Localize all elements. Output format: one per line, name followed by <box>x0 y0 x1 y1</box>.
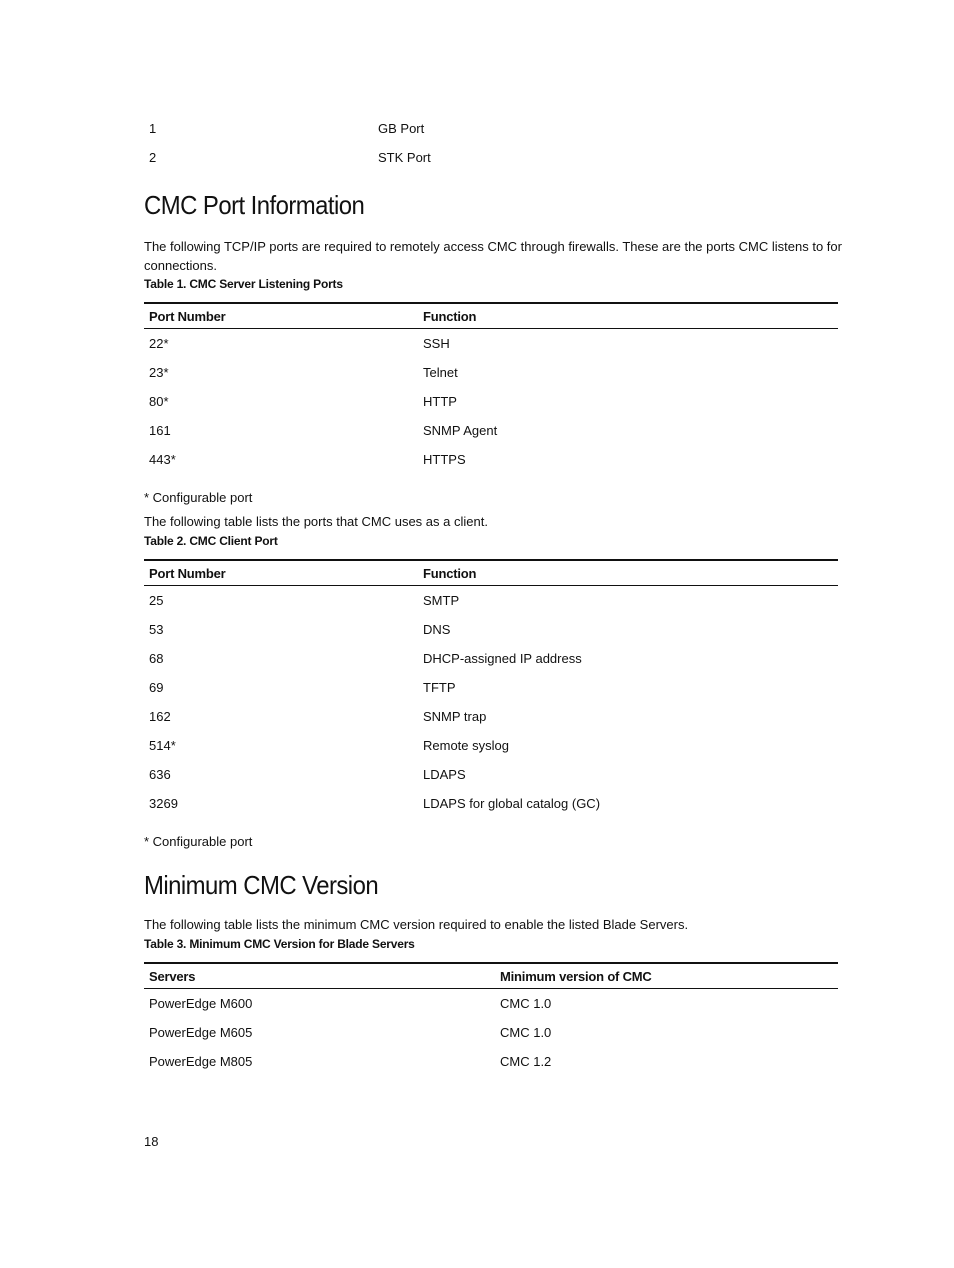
column-header-servers: Servers <box>144 963 495 989</box>
table-row <box>144 615 838 644</box>
table-row <box>144 702 838 731</box>
port-cell: 443* <box>149 452 176 467</box>
section-intro-paragraph: The following TCP/IP ports are required to remotely access CMC through firewalls. These are the ports CMC listens to for connections. <box>144 239 842 273</box>
port-cell: 514* <box>149 738 176 753</box>
function-cell: SNMP trap <box>423 709 487 724</box>
table-row <box>144 644 838 673</box>
table-row <box>144 1018 838 1047</box>
footnote: * Configurable port <box>144 834 253 849</box>
port-cell: 68 <box>149 651 164 666</box>
function-cell: Telnet <box>423 365 458 380</box>
list-item-number: 2 <box>149 150 157 165</box>
list-item-label: STK Port <box>378 150 431 165</box>
client-intro-paragraph: The following table lists the ports that CMC uses as a client. <box>144 514 488 529</box>
server-cell: PowerEdge M605 <box>149 1025 253 1040</box>
table-header-row <box>144 303 838 329</box>
port-cell: 636 <box>149 767 171 782</box>
function-cell: HTTP <box>423 394 457 409</box>
table-row <box>144 358 838 387</box>
column-header-port-number: Port Number <box>144 560 418 586</box>
column-header-port-number: Port Number <box>144 303 418 329</box>
server-cell: PowerEdge M600 <box>149 996 253 1011</box>
section-intro-paragraph: The following table lists the minimum CMC version required to enable the listed Blade Servers. <box>144 917 689 932</box>
port-cell: 22* <box>149 336 169 351</box>
port-cell: 3269 <box>149 796 178 811</box>
version-cell: CMC 1.0 <box>500 996 552 1011</box>
table-row <box>144 586 838 616</box>
function-cell: Remote syslog <box>423 738 509 753</box>
function-cell: DNS <box>423 622 451 637</box>
table-row <box>144 760 838 789</box>
port-cell: 162 <box>149 709 171 724</box>
server-listening-ports-table <box>144 302 838 474</box>
function-cell: SSH <box>423 336 450 351</box>
function-cell: TFTP <box>423 680 456 695</box>
table-row <box>144 731 838 760</box>
table-row <box>144 445 838 474</box>
table-row <box>144 673 838 702</box>
function-cell: LDAPS for global catalog (GC) <box>423 796 601 811</box>
table-row <box>144 1047 838 1076</box>
function-cell: SMTP <box>423 593 460 608</box>
table-header-row <box>144 963 838 989</box>
section-heading-minimum-cmc-version: Minimum CMC Version <box>144 870 379 900</box>
server-cell: PowerEdge M805 <box>149 1054 253 1069</box>
page-number: 18 <box>144 1134 159 1149</box>
table-caption: Table 2. CMC Client Port <box>144 534 278 548</box>
table-caption: Table 3. Minimum CMC Version for Blade Servers <box>144 937 415 951</box>
minimum-cmc-version-table <box>144 962 838 1076</box>
port-cell: 25 <box>149 593 164 608</box>
version-cell: CMC 1.2 <box>500 1054 552 1069</box>
port-cell: 161 <box>149 423 171 438</box>
footnote: * Configurable port <box>144 490 253 505</box>
table-row <box>144 416 838 445</box>
table-row <box>144 789 838 818</box>
table-row <box>144 989 838 1019</box>
column-header-function: Function <box>418 303 838 329</box>
function-cell: SNMP Agent <box>423 423 498 438</box>
table-row <box>144 329 838 359</box>
section-heading-cmc-port-information: CMC Port Information <box>144 190 365 220</box>
table-caption: Table 1. CMC Server Listening Ports <box>144 277 343 291</box>
table-header-row <box>144 560 838 586</box>
list-item-label: GB Port <box>378 121 425 136</box>
port-cell: 80* <box>149 394 169 409</box>
function-cell: DHCP-assigned IP address <box>423 651 582 666</box>
column-header-minimum-version: Minimum version of CMC <box>495 963 838 989</box>
table-row <box>144 387 838 416</box>
port-cell: 23* <box>149 365 169 380</box>
function-cell: LDAPS <box>423 767 466 782</box>
port-cell: 53 <box>149 622 164 637</box>
function-cell: HTTPS <box>423 452 466 467</box>
port-cell: 69 <box>149 680 164 695</box>
client-ports-table <box>144 559 838 818</box>
list-item-number: 1 <box>149 121 157 136</box>
version-cell: CMC 1.0 <box>500 1025 552 1040</box>
column-header-function: Function <box>418 560 838 586</box>
